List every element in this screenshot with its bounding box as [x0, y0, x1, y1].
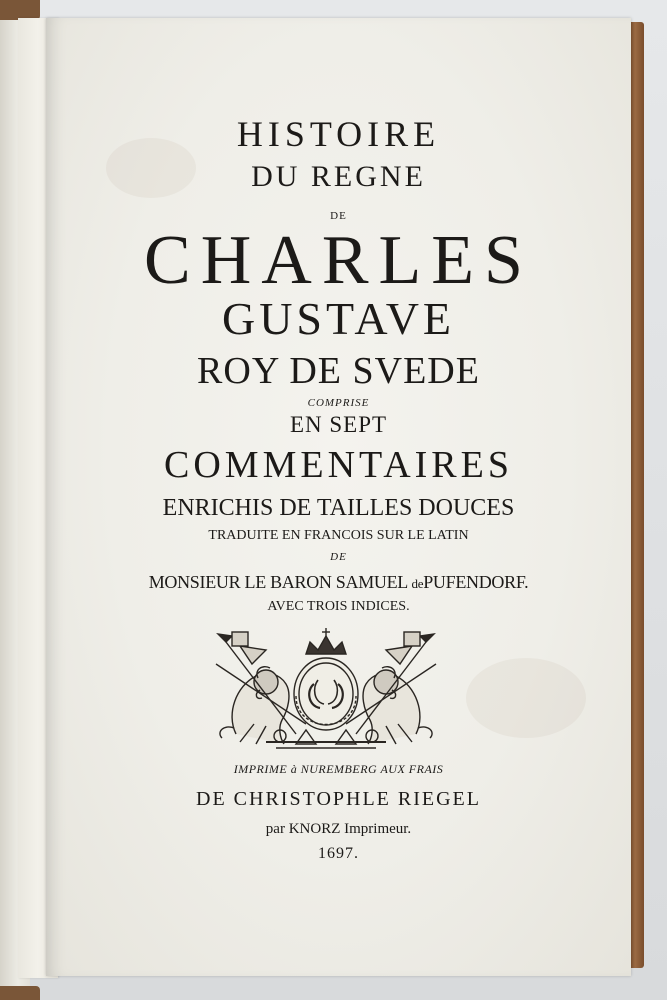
- title-line-charles: CHARLES: [144, 222, 533, 299]
- title-line-avec-trois-indices: AVEC TROIS INDICES.: [267, 599, 410, 614]
- title-line-de-2: DE: [330, 551, 347, 563]
- royal-coat-of-arms-with-lions-icon: [196, 624, 456, 754]
- paper-stain: [466, 658, 586, 738]
- title-line-roy-de-svede: ROY DE SVEDE: [197, 350, 480, 392]
- title-line-commentaires: COMMENTAIRES: [164, 444, 513, 486]
- title-page: [46, 18, 631, 976]
- title-line-histoire: HISTOIRE: [236, 114, 441, 154]
- imprint-prefix: IMPRIME: [233, 762, 288, 776]
- publication-year: 1697.: [318, 845, 359, 862]
- title-line-traduite: TRADUITE EN FRANCOIS SUR LE LATIN: [208, 528, 469, 543]
- printer-line: par KNORZ Imprimeur.: [265, 821, 412, 837]
- leather-corner-top: [0, 0, 40, 20]
- title-line-enrichis: ENRICHIS DE TAILLES DOUCES: [162, 495, 515, 521]
- imprint-particle: à: [290, 762, 298, 776]
- author-particle: de: [411, 576, 424, 591]
- author-surname: PUFENDORF.: [423, 572, 529, 592]
- publisher-line: DE CHRISTOPHLE RIEGEL: [196, 788, 481, 810]
- imprint-place: NUREMBERG AUX FRAIS: [300, 762, 444, 776]
- imprint-line: [46, 763, 631, 775]
- title-line-de: DE: [330, 210, 347, 222]
- leather-corner-bottom: [0, 986, 40, 1000]
- title-line-en-sept: EN SEPT: [289, 412, 388, 437]
- title-line-author: [46, 573, 631, 591]
- author-name-prefix: MONSIEUR LE BARON SAMUEL: [148, 572, 408, 592]
- title-line-gustave: GUSTAVE: [221, 293, 456, 344]
- title-line-du-regne: DU REGNE: [251, 160, 426, 193]
- title-line-comprise: COMPRISE: [307, 397, 370, 409]
